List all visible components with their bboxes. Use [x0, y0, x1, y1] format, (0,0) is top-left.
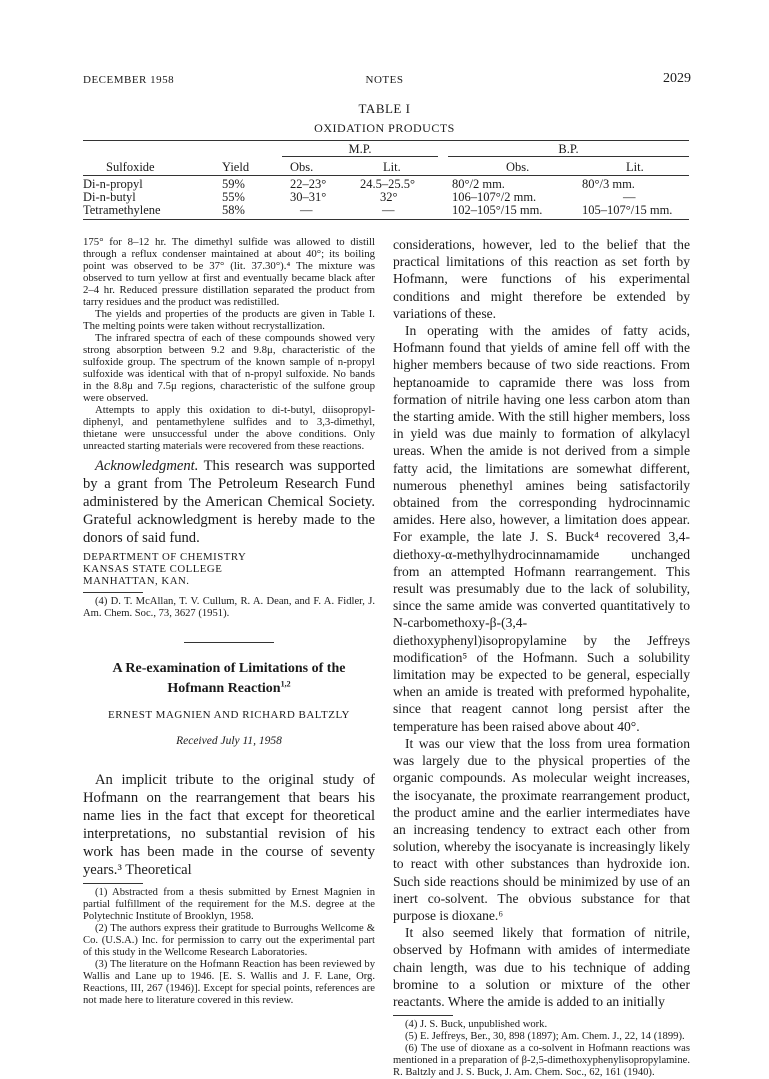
footnote-rule — [83, 592, 143, 593]
table-header-sulfoxide: Sulfoxide — [106, 160, 155, 174]
table-row-2-bp-obs: 106–107°/2 mm. — [452, 190, 537, 204]
table-row-3-mp-obs: — — [300, 203, 313, 217]
right-footnote-rule — [393, 1015, 453, 1016]
table-top-rule — [83, 140, 689, 141]
table-row-2-sulfoxide: Di-n-butyl — [83, 190, 136, 204]
table-row-3-bp-lit: 105–107°/15 mm. — [582, 203, 673, 217]
acknowledgment-label: Acknowledgment. — [95, 458, 199, 474]
right-column — [393, 236, 690, 1079]
affiliation-college: KANSAS STATE COLLEGE — [83, 563, 223, 575]
article-authors: ERNEST MAGNIEN AND RICHARD BALTZLY — [107, 709, 351, 721]
article-title-line-1: A Re-examination of Limitations of the — [112, 661, 346, 676]
table-header-mp-lit: Lit. — [383, 160, 401, 174]
footnote-5: (5) E. Jeffreys, Ber., 30, 898 (1897); Am. Chem. J., 22, 14 (1899). — [405, 1031, 685, 1043]
table-row-1-yield: 59% — [222, 177, 245, 191]
experimental-paragraph-3: The infrared spectra of each of these compounds showed very strong absorption between 9.2 and 9.8μ, characteristic of the sulfoxide group. The spectrum of the known sample of n-propyl sulfoxide was identical with that of n-propyl sulfoxide. No bands in the 8.8μ and 7.5μ regions, characteristic of the sulfone group were observed. — [83, 332, 375, 404]
table-row-1-bp-lit: 80°/3 mm. — [582, 177, 635, 191]
right-paragraph-1: considerations, however, led to the belief that the practical limitations of this reaction as set forth by Hofmann, were functions of his experimental conditions and might therefore be extended by variations of these. — [393, 237, 690, 321]
table-group-bp: B.P. — [558, 142, 579, 156]
article-separator — [184, 642, 274, 643]
table-row-1-mp-lit: 24.5–25.5° — [360, 177, 415, 191]
article-intro-paragraph: An implicit tribute to the original study of Hofmann on the rearrangement that bears his name lies in the fact that except for theoretical interpretations, no substantial revision of his work has been made in the course of seventy years.³ Theoretical — [83, 771, 375, 878]
table-caption: OXIDATION PRODUCTS — [314, 121, 455, 135]
table-row-1-bp-obs: 80°/2 mm. — [452, 177, 505, 191]
table-row-2-yield: 55% — [222, 190, 245, 204]
experimental-paragraph-2: The yields and properties of the products are given in Table I. The melting points were taken without recrystallization. — [83, 308, 375, 332]
experimental-paragraph-1: 175° for 8–12 hr. The dimethyl sulfide was allowed to distill through a reflux condenser maintained at about 40°; its boiling point was observed to be 37° (lit. 37.30°).⁴ The mixture was observed to turn yellow at first and eventually became black after 2–4 hr. Reduced pressure distillation separated the product from tarry residues and the product was redistilled. — [83, 236, 375, 308]
footnote-3: (3) The literature on the Hofmann Reaction has been reviewed by Wallis and Lane up to 1946. [E. S. Wallis and J. F. Lane, Org. Reactions, III, 267 (1946)]. Except for special points, references are not made here to literature covered in this review. — [83, 958, 375, 1006]
table-group-mp: M.P. — [348, 142, 372, 156]
table-header-mp-obs: Obs. — [290, 160, 314, 174]
table-bp-rule — [448, 156, 689, 157]
footnote-4: (4) J. S. Buck, unpublished work. — [405, 1019, 548, 1031]
table-bottom-rule — [83, 219, 689, 220]
article-title-text: Hofmann Reaction — [167, 681, 281, 696]
table-row-3-yield: 58% — [222, 203, 245, 217]
left-column — [83, 236, 375, 1007]
acknowledgment-paragraph — [83, 457, 375, 547]
acknowledgment-text: This research was supported by a grant from The Petroleum Research Fund administered by the American Chemical Society. Grateful acknowledgment is hereby made to the donors of said fund. — [83, 458, 375, 546]
table-header-rule — [83, 175, 689, 176]
article-received-date: Received July 11, 1958 — [176, 734, 282, 747]
page-number: 2029 — [663, 71, 691, 86]
right-paragraph-2: In operating with the amides of fatty acids, Hofmann found that yields of amine fell off with the higher members because of two side reactions. From heptanoamide to capramide there was loss from formation of nitrile having one less carbon atom than the starting amide. With the still higher members, loss in yield was due mainly to formation of alkylacyl ureas. When the amide is not derived from a simple fatty acid, the limitations are somewhat different, numerous phenethyl amines being satisfactorily obtained from the corresponding hydrocinnamic amides. Here also, however, a limitation does appear. For example, the late J. S. Buck⁴ recovered 3,4-diethoxy-α-methylhydrocinnamamide unchanged from an attempted Hofmann rearrangement. This result was presumably due to the lack of solubility, since the same amide was converted quantitatively to N-carbomethoxy-β-(3,4-diethoxyphenyl)isopropylamine by the Jeffreys modification⁵ of the Hofmann. Such a solubility limitation may be expected to be general, especially when an amide is treated with preformed hypohalite, since that reagent cannot long persist after the temperature has been raised above about 40°. — [393, 323, 690, 734]
right-paragraph-4: It also seemed likely that formation of nitrile, observed by Hofmann with amides of intermediate chain length, was due to his technique of adding bromine to a solution or mixture of the other reactants. Where the amide is added to an initially — [393, 925, 690, 1009]
article-title-footnote-marks: 1,2 — [280, 679, 291, 689]
table-header-bp-lit: Lit. — [626, 160, 644, 174]
article-footnote-rule — [83, 883, 143, 884]
table-row-1-sulfoxide: Di-n-propyl — [83, 177, 143, 191]
footnote-2: (2) The authors express their gratitude to Burroughs Wellcome & Co. (U.S.A.) Inc. for permission to carry out the experimental part of this study in the Wellcome Research Laboratories. — [83, 922, 375, 958]
running-header-date: DECEMBER 1958 — [83, 74, 175, 86]
footnote-1: (1) Abstracted from a thesis submitted by Ernest Magnien in partial fulfillment of the requirement for the M.S. degree at the Polytechnic Institute of Brooklyn, 1958. — [83, 886, 375, 922]
affiliation-city: MANHATTAN, KAN. — [83, 575, 190, 587]
table-row-2-mp-lit: 32° — [380, 190, 398, 204]
table-mp-rule — [282, 156, 438, 157]
right-paragraph-3: It was our view that the loss from urea formation was largely due to the physical properties of the organic compounds. As molecular weight increases, the isocyanate, the proximate rearrangement product, the product amine and the earlier intermediates have an increasing tendency to extract each other from solution, whereby the isocyanate is increasingly likely to react with other substances than hydroxide ion. Such side reactions should be minimized by use of an inert co-solvent. The obvious substance for that purpose is dioxane.⁶ — [393, 735, 690, 923]
experimental-paragraph-4: Attempts to apply this oxidation to di-t-butyl, diisopropyl-diphenyl, and pentamethylene sulfides and to 3,3-dimethyl, thietane were unsuccessful under the above conditions. Only unreacted starting materials were recovered from these reactions. — [83, 404, 375, 452]
table-row-3-mp-lit: — — [382, 203, 395, 217]
table-header-bp-obs: Obs. — [506, 160, 530, 174]
running-header-section: NOTES — [365, 74, 404, 86]
table-row-2-bp-lit: — — [623, 190, 636, 204]
table-row-2-mp-obs: 30–31° — [290, 190, 327, 204]
affiliation-department: DEPARTMENT OF CHEMISTRY — [83, 551, 247, 563]
footnote-6: (6) The use of dioxane as a co-solvent in Hofmann reactions was mentioned in a preparation of β-2,5-dimethoxyphenylisopropylamine. R. Baltzly and J. S. Buck, J. Am. Chem. Soc., 62, 161 (1940). — [393, 1043, 690, 1079]
article-title-line-2 — [83, 679, 375, 699]
table-row-3-bp-obs: 102–105°/15 mm. — [452, 203, 543, 217]
table-header-yield: Yield — [222, 160, 250, 174]
table-title: TABLE I — [358, 101, 411, 116]
table-row-3-sulfoxide: Tetramethylene — [83, 203, 161, 217]
reference-4: (4) D. T. McAllan, T. V. Cullum, R. A. Dean, and F. A. Fidler, J. Am. Chem. Soc., 73, 3627 (1951). — [83, 596, 375, 619]
table-row-1-mp-obs: 22–23° — [290, 177, 327, 191]
